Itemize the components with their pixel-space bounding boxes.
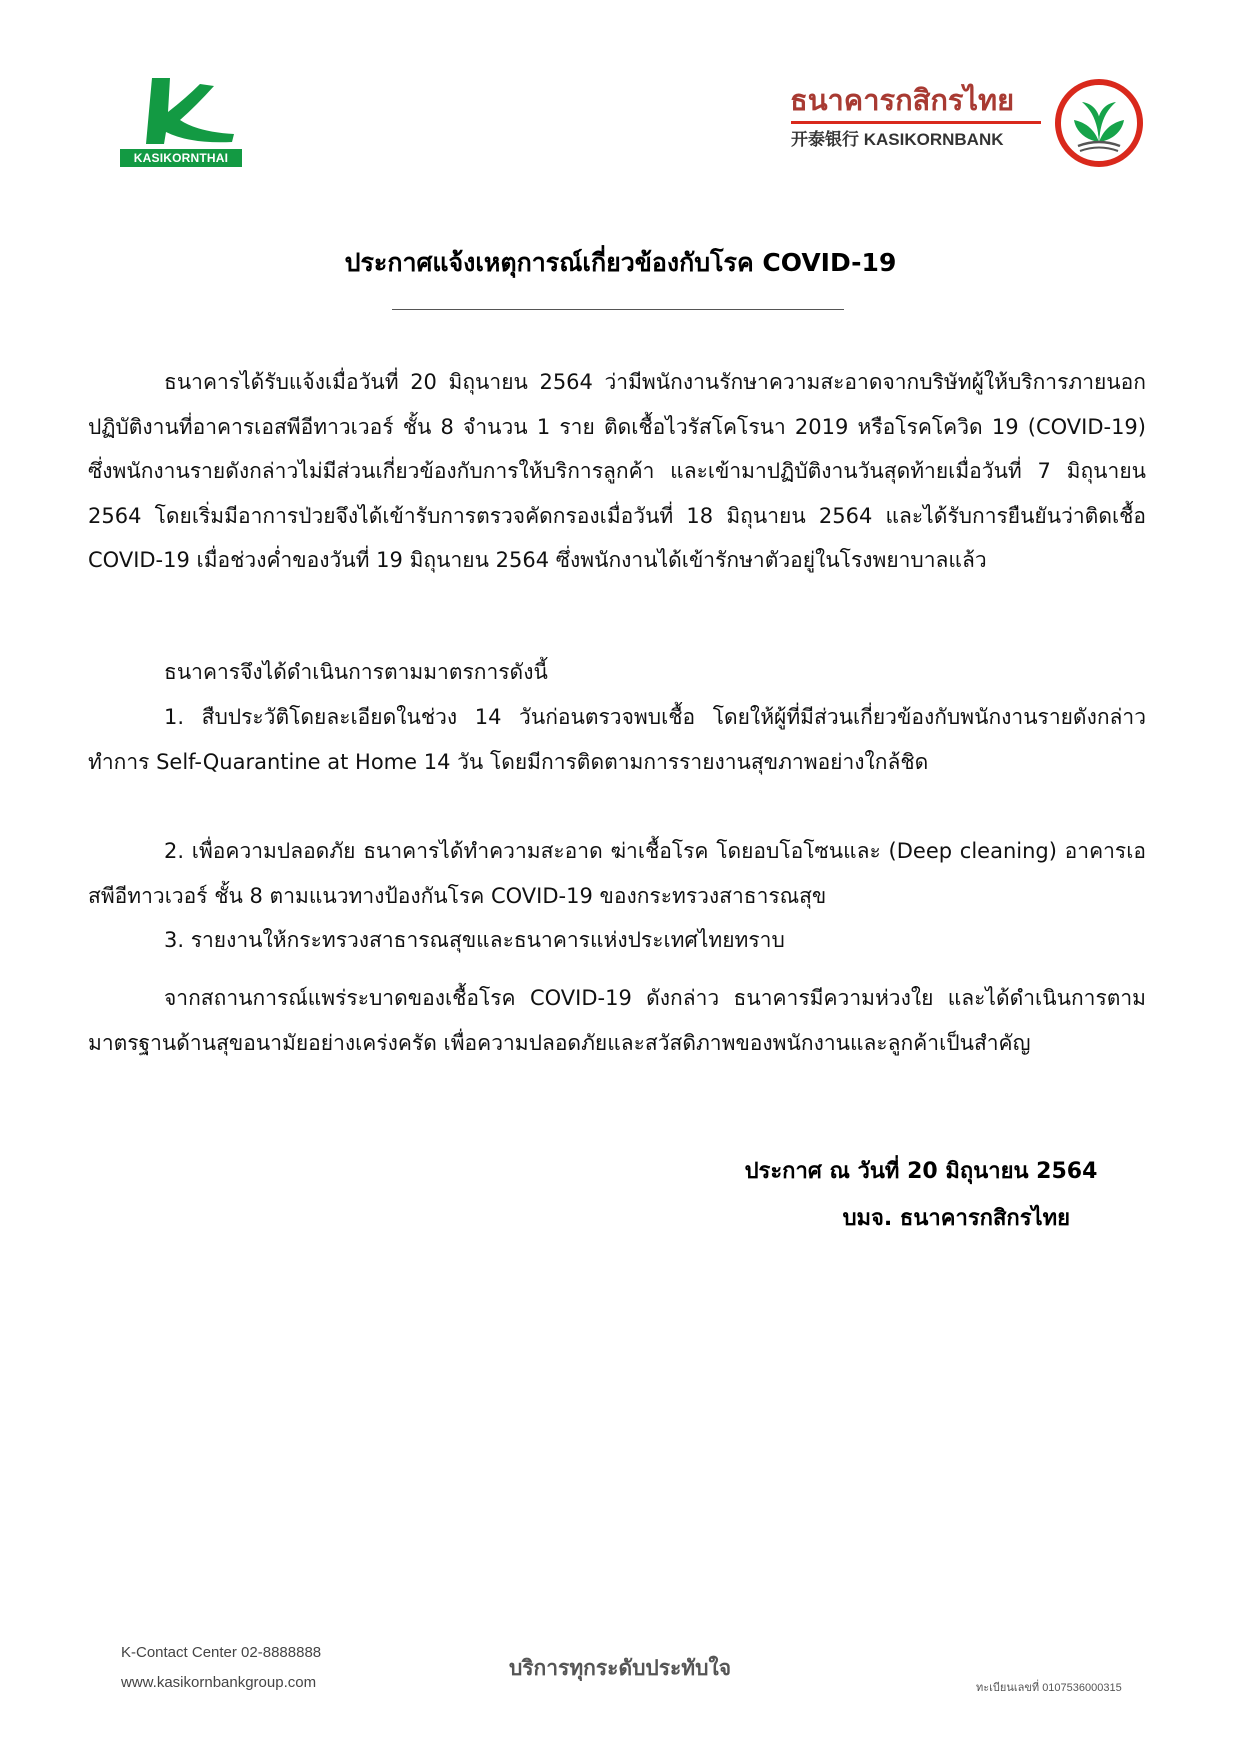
kasikornbank-leaf-emblem-icon xyxy=(1054,78,1144,168)
kasikornthai-logo-text: KASIKORNTHAI xyxy=(120,149,242,167)
page-title: ประกาศแจ้งเหตุการณ์เกี่ยวข้องกับโรค COVID-19 xyxy=(344,248,897,277)
kbank-name-thai: ธนาคารกสิกรไทย xyxy=(790,83,1015,117)
kbank-logo-underline xyxy=(791,121,1041,124)
footer-registration-number: ทะเบียนเลขที่ 0107536000315 xyxy=(976,1682,1122,1694)
kbank-name-sub: 开泰银行 KASIKORNBANK xyxy=(791,130,1004,149)
measure-item-2: 2. เพื่อความปลอดภัย ธนาคารได้ทำความสะอาด ฆ่าเชื้อโรค โดยอบโอโซนและ (Deep cleaning) อาคารเอสพีอีทาวเวอร์ ชั้น 8 ตามแนวทางป้องกันโรค COVID-19 ของกระทรวงสาธารณสุข xyxy=(88,839,1146,908)
paragraph-measures-intro: ธนาคารจึงได้ดำเนินการตามมาตรการดังนี้ xyxy=(164,660,548,684)
kasikornthai-logo xyxy=(120,76,245,168)
measure-item-1: 1. สืบประวัติโดยละเอียดในช่วง 14 วันก่อนตรวจพบเชื้อ โดยให้ผู้ที่มีส่วนเกี่ยวข้องกับพนักงานรายดังกล่าวทำการ Self-Quarantine at Home 14 วัน โดยมีการติดตามการรายงานสุขภาพอย่างใกล้ชิด xyxy=(88,705,1146,774)
paragraph-closing: จากสถานการณ์แพร่ระบาดของเชื้อโรค COVID-19 ดังกล่าว ธนาคารมีความห่วงใย และได้ดำเนินการตามมาตรฐานด้านสุขอนามัยอย่างเคร่งครัด เพื่อความปลอดภัยและสวัสดิภาพของพนักงานและลูกค้าเป็นสำคัญ xyxy=(88,986,1146,1055)
announcement-date: ประกาศ ณ วันที่ 20 มิถุนายน 2564 xyxy=(744,1159,1098,1184)
footer-contact-center: K-Contact Center 02-8888888 xyxy=(121,1644,322,1661)
signing-organization: บมจ. ธนาคารกสิกรไทย xyxy=(842,1206,1070,1231)
title-divider xyxy=(392,309,844,310)
footer-slogan: บริการทุกระดับประทับใจ xyxy=(508,1656,732,1680)
kasikornthai-k-logo-icon xyxy=(138,76,238,150)
footer-website: www.kasikornbankgroup.com xyxy=(121,1674,317,1691)
paragraph-incident: ธนาคารได้รับแจ้งเมื่อวันที่ 20 มิถุนายน 2564 ว่ามีพนักงานรักษาความสะอาดจากบริษัทผู้ให้บริการภายนอก ปฏิบัติงานที่อาคารเอสพีอีทาวเวอร์ ชั้น 8 จำนวน 1 ราย ติดเชื้อไวรัสโคโรนา 2019 หรือโรคโควิด 19 (COVID-19) ซึ่งพนักงานรายดังกล่าวไม่มีส่วนเกี่ยวข้องกับการให้บริการลูกค้า และเข้ามาปฏิบัติงานวันสุดท้ายเมื่อวันที่ 7 มิถุนายน 2564 โดยเริ่มมีอาการป่วยจึงได้เข้ารับการตรวจคัดกรองเมื่อวันที่ 18 มิถุนายน 2564 และได้รับการยืนยันว่าติดเชื้อ COVID-19 เมื่อช่วงค่ำของวันที่ 19 มิถุนายน 2564 ซึ่งพนักงานได้เข้ารักษาตัวอยู่ในโรงพยาบาลแล้ว xyxy=(88,370,1146,572)
measure-item-3: 3. รายงานให้กระทรวงสาธารณสุขและธนาคารแห่งประเทศไทยทราบ xyxy=(164,928,785,952)
